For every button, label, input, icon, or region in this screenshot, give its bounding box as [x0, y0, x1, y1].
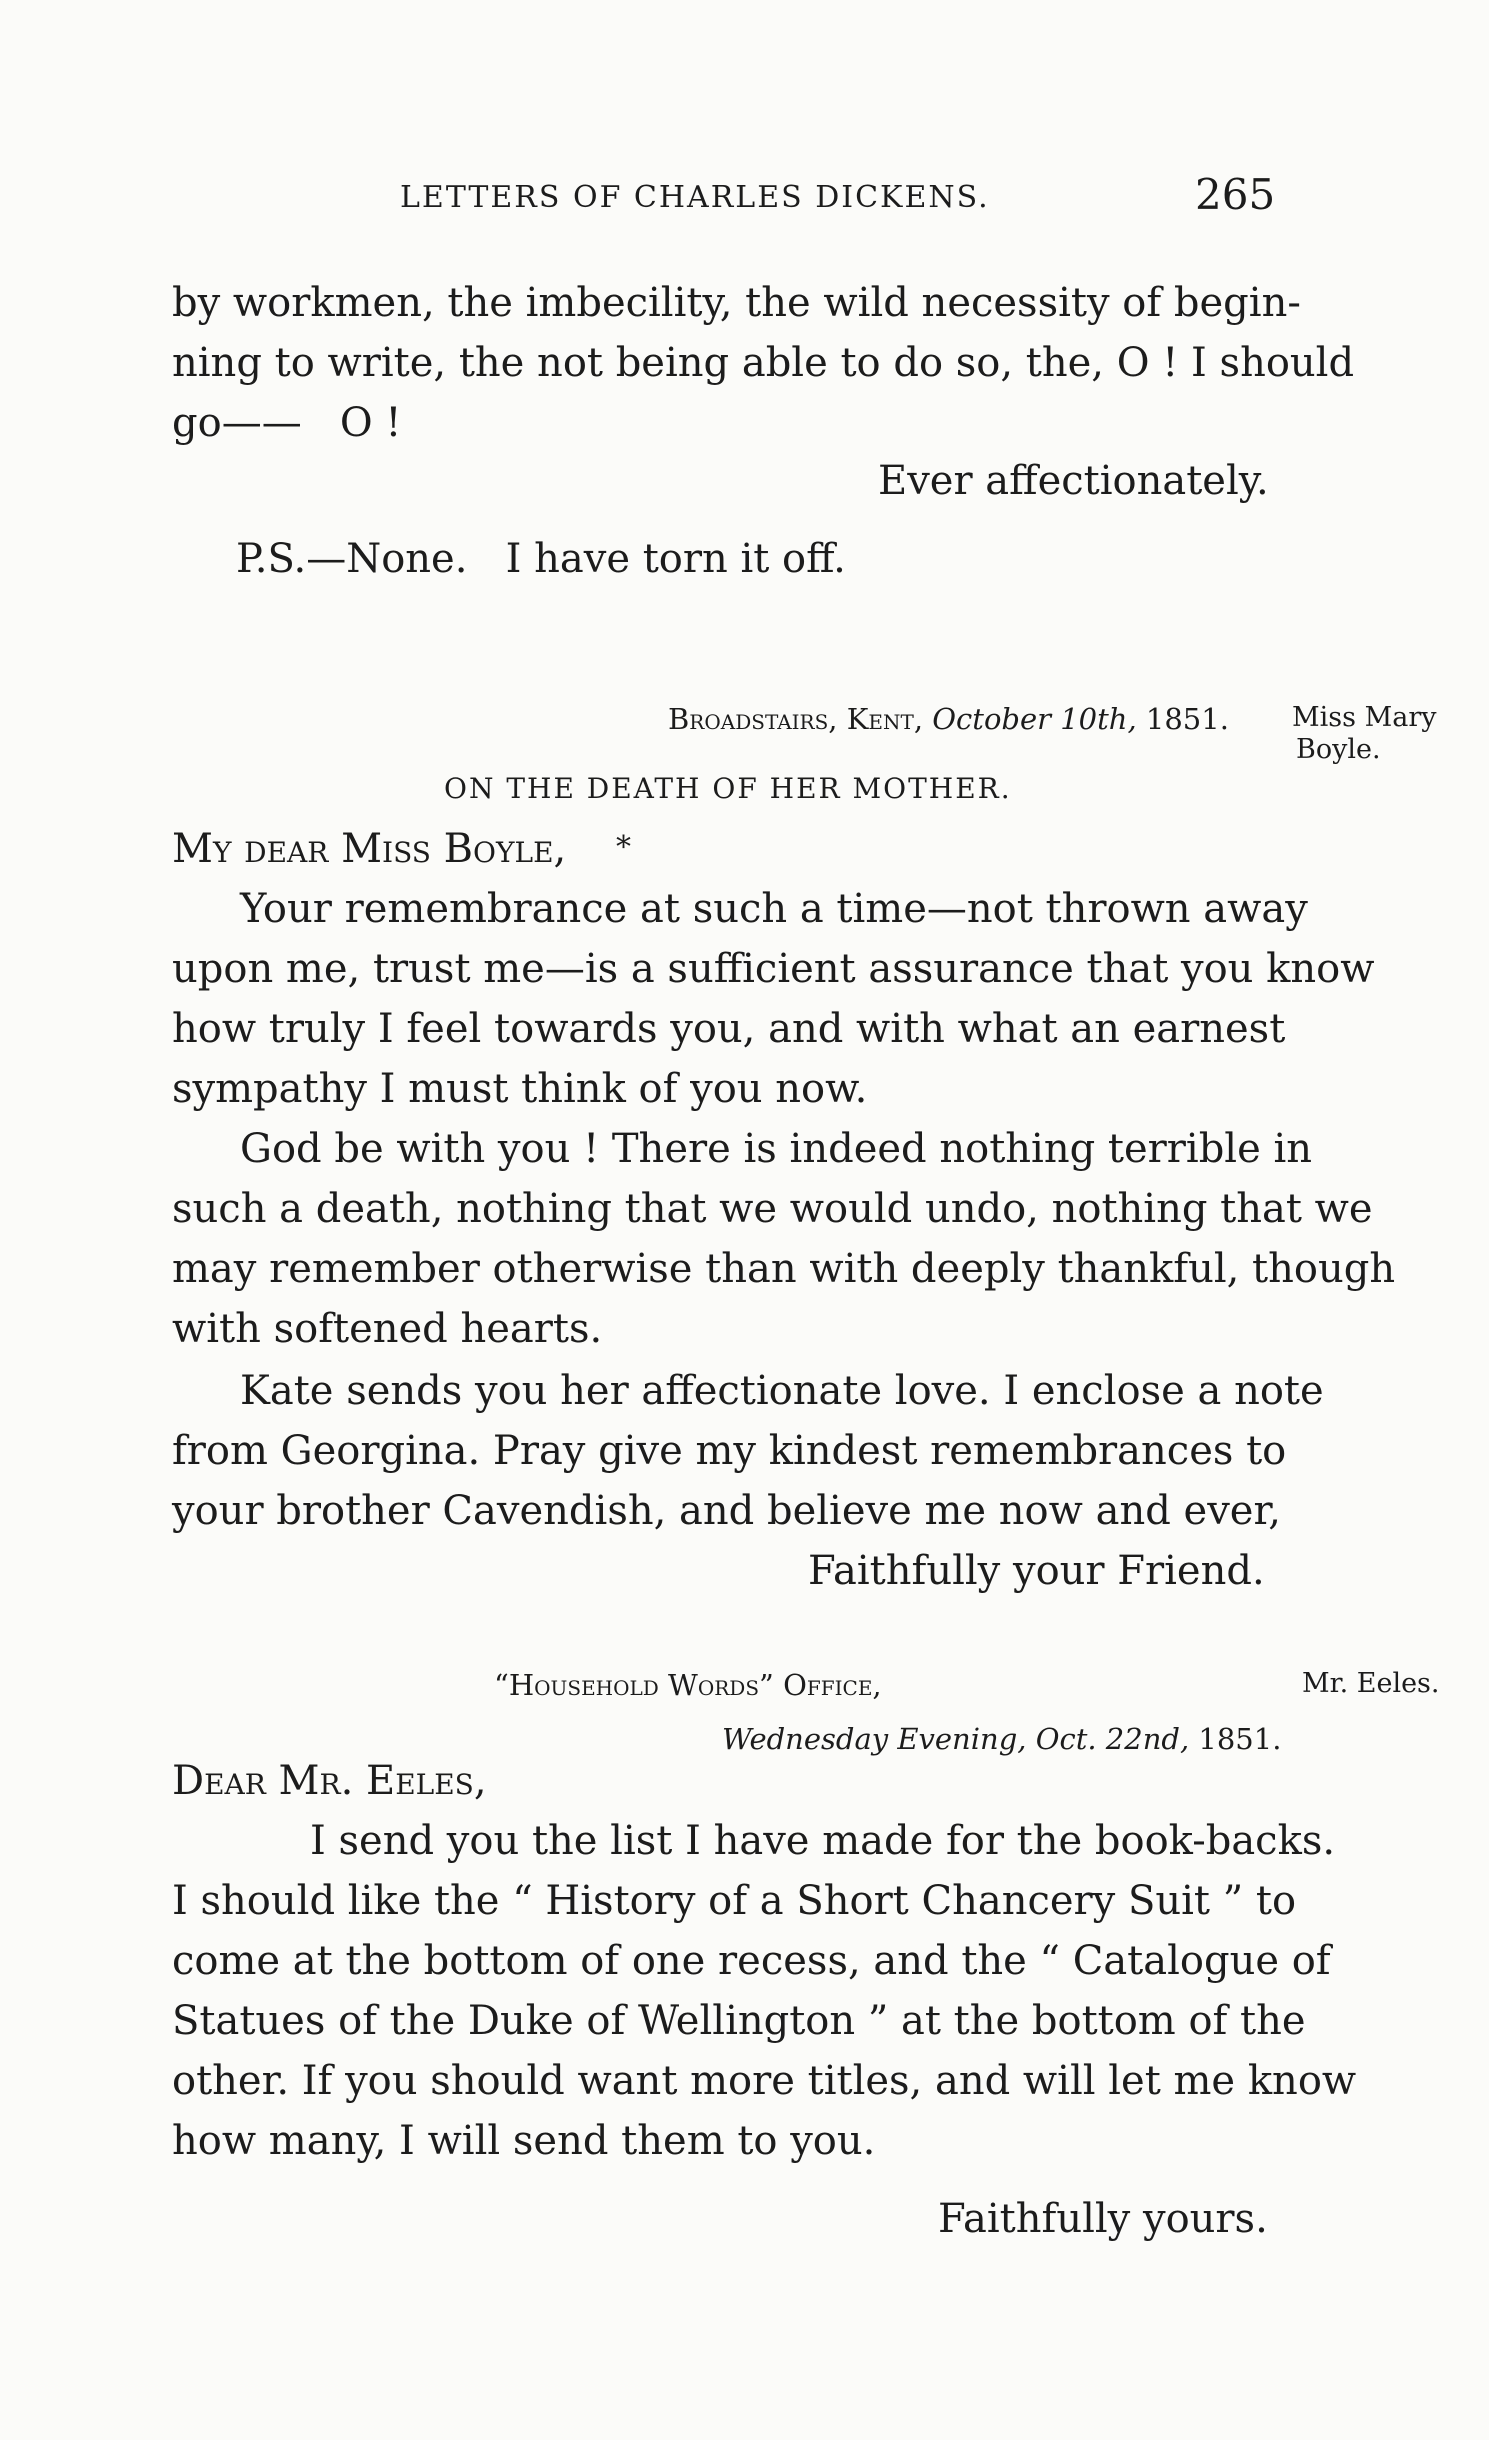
closing: Faithfully your Friend. [808, 1548, 1265, 1594]
text-line: how truly I feel towards you, and with what an earnest [172, 1006, 1286, 1052]
text-line: Kate sends you her affectionate love. I enclose a note [240, 1368, 1324, 1414]
dateline [722, 1722, 1281, 1756]
dateline-place: Broadstairs, Kent, [668, 702, 924, 736]
salutation: Dear Mr. Eeles, [172, 1758, 487, 1804]
margin-note-recipient [1292, 702, 1436, 767]
letter-subheading: ON THE DEATH OF HER MOTHER. [444, 772, 1012, 805]
closing: Ever affectionately. [878, 458, 1269, 504]
text-line: your brother Cavendish, and believe me now and ever, [172, 1488, 1281, 1534]
address: “Household Words” Office, [494, 1668, 882, 1702]
margin-note-recipient: Mr. Eeles. [1302, 1668, 1440, 1699]
text-line: from Georgina. Pray give my kindest remembrances to [172, 1428, 1287, 1474]
running-title: LETTERS OF CHARLES DICKENS. [400, 180, 990, 215]
text-line: ning to write, the not being able to do so, the, O ! I should [172, 340, 1355, 386]
text-line: by workmen, the imbecility, the wild necessity of begin- [172, 280, 1301, 326]
text-line: with softened hearts. [172, 1306, 603, 1352]
text-line: come at the bottom of one recess, and the “ Catalogue of [172, 1938, 1331, 1984]
salutation: My dear Miss Boyle, [172, 826, 567, 872]
page-number: 265 [1195, 170, 1276, 219]
text-line: upon me, trust me—is a sufficient assurance that you know [172, 946, 1375, 992]
text-line: I send you the list I have made for the book-backs. [310, 1818, 1336, 1864]
text-line: Your remembrance at such a time—not thrown away [240, 886, 1308, 932]
asterisk-mark: * [616, 830, 631, 865]
dateline-date: October 10th, [932, 702, 1137, 736]
margin-note-line: Boyle. [1296, 734, 1381, 766]
dateline-date: Wednesday Evening, Oct. 22nd, [722, 1722, 1190, 1756]
text-line: other. If you should want more titles, and will let me know [172, 2058, 1357, 2104]
dateline-year: 1851. [1198, 1722, 1282, 1756]
dateline [668, 702, 1229, 736]
margin-note-line: Miss Mary [1292, 702, 1437, 733]
text-line: I should like the “ History of a Short Chancery Suit ” to [172, 1878, 1297, 1924]
text-line: God be with you ! There is indeed nothing terrible in [240, 1126, 1313, 1172]
text-line: sympathy I must think of you now. [172, 1066, 868, 1112]
text-line: such a death, nothing that we would undo, nothing that we [172, 1186, 1373, 1232]
text-line: go—— O ! [172, 400, 402, 446]
postscript: P.S.—None. I have torn it off. [236, 536, 846, 582]
dateline-year: 1851. [1145, 702, 1229, 736]
text-line: Statues of the Duke of Wellington ” at the bottom of the [172, 1998, 1306, 2044]
text-line: how many, I will send them to you. [172, 2118, 876, 2164]
closing: Faithfully yours. [938, 2196, 1268, 2242]
text-line: may remember otherwise than with deeply thankful, though [172, 1246, 1396, 1292]
